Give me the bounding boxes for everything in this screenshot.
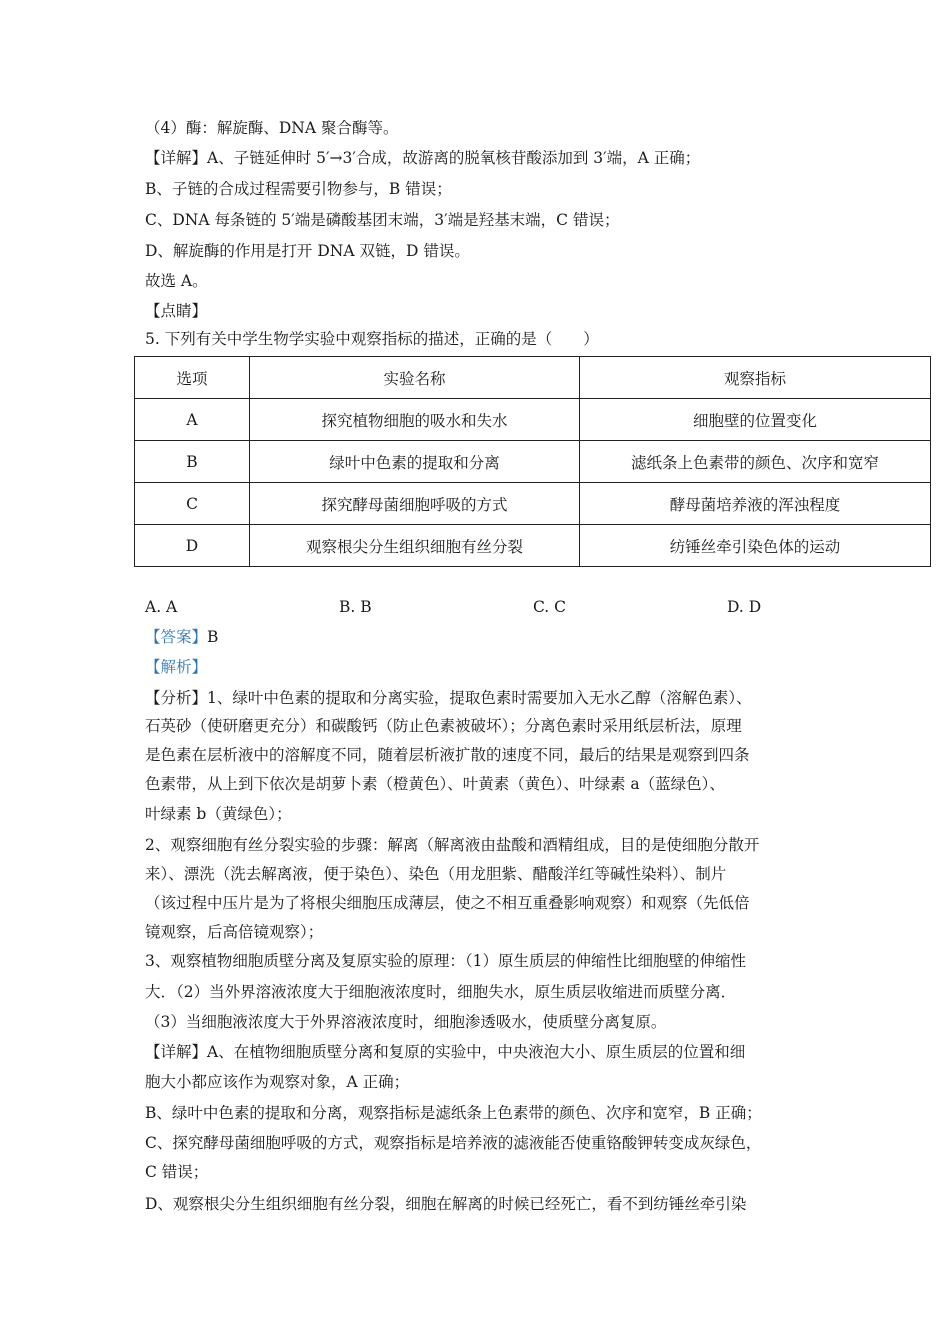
- table-cell: 细胞壁的位置变化: [580, 399, 931, 441]
- text-line: （该过程中压片是为了将根尖细胞压成薄层，使之不相互重叠影响观察）和观察（先低倍: [145, 894, 750, 912]
- table-header-cell: 实验名称: [250, 357, 580, 399]
- text-line: 镜观察，后高倍镜观察）；: [145, 923, 324, 941]
- table-header-cell: 观察指标: [580, 357, 931, 399]
- text-line: C、探究酵母菌细胞呼吸的方式，观察指标是培养液的滤液能否使重铬酸钾转变成灰绿色，: [145, 1134, 762, 1152]
- table-row: [135, 483, 931, 525]
- table-cell: B: [135, 441, 250, 483]
- text-line: 是色素在层析液中的溶解度不同，随着层析液扩散的速度不同，最后的结果是观察到四条: [145, 746, 750, 764]
- table-cell: C: [135, 483, 250, 525]
- table-header-row: [135, 357, 931, 399]
- text-line: 色素带，从上到下依次是胡萝卜素（橙黄色）、叶黄素（黄色）、叶绿素 a（蓝绿色）、: [145, 775, 725, 793]
- option-a: A. A: [145, 598, 178, 616]
- table-cell: 观察根尖分生组织细胞有丝分裂: [250, 525, 580, 567]
- text-line: 石英砂（使研磨更充分）和碳酸钙（防止色素被破坏）；分离色素时采用纸层析法，原理: [145, 717, 742, 735]
- text-line: 叶绿素 b（黄绿色）；: [145, 805, 292, 823]
- table-row: [135, 525, 931, 567]
- experiment-table: [134, 356, 931, 567]
- text-line: C、DNA 每条链的 5′端是磷酸基团末端，3′端是羟基末端，C 错误；: [145, 211, 620, 229]
- table-cell: 绿叶中色素的提取和分离: [250, 441, 580, 483]
- table-row: [135, 399, 931, 441]
- table-header-cell: 选项: [135, 357, 250, 399]
- table-cell: 探究酵母菌细胞呼吸的方式: [250, 483, 580, 525]
- question-text: 5. 下列有关中学生物学实验中观察指标的描述，正确的是（ ）: [145, 330, 599, 348]
- text-line: B、绿叶中色素的提取和分离，观察指标是滤纸条上色素带的颜色、次序和宽窄，B 正确；: [145, 1104, 762, 1122]
- text-line: （3）当细胞液浓度大于外界溶液浓度时，细胞渗透吸水，使质壁分离复原。: [145, 1013, 667, 1031]
- text-line: 【分析】1、绿叶中色素的提取和分离实验，提取色素时需要加入无水乙醇（溶解色素）、: [145, 689, 752, 707]
- table-cell: D: [135, 525, 250, 567]
- text-line: 【点睛】: [145, 302, 208, 320]
- text-line: 胞大小都应该作为观察对象，A 正确；: [145, 1073, 410, 1091]
- text-line: B、子链的合成过程需要引物参与，B 错误；: [145, 180, 452, 198]
- answer-label: 【答案】: [145, 628, 208, 646]
- answer-value: B: [207, 628, 219, 646]
- table-cell: A: [135, 399, 250, 441]
- text-line: 大．（2）当外界溶液浓度大于细胞液浓度时，细胞失水，原生质层收缩进而质壁分离．: [145, 983, 737, 1001]
- table-cell: 滤纸条上色素带的颜色、次序和宽窄: [580, 441, 931, 483]
- table-row: [135, 441, 931, 483]
- analysis-label: 【解析】: [145, 658, 208, 676]
- option-d: D. D: [727, 598, 762, 616]
- text-line: 【详解】A、子链延伸时 5′→3′合成，故游离的脱氧核苷酸添加到 3′端，A 正确；: [145, 149, 701, 167]
- text-line: D、解旋酶的作用是打开 DNA 双链，D 错误。: [145, 242, 470, 260]
- text-line: C 错误；: [145, 1163, 209, 1181]
- table-cell: 酵母菌培养液的浑浊程度: [580, 483, 931, 525]
- text-line: 【详解】A、在植物细胞质壁分离和复原的实验中，中央液泡大小、原生质层的位置和细: [145, 1043, 746, 1061]
- text-line: 3、观察植物细胞质壁分离及复原实验的原理：（1）原生质层的伸缩性比细胞壁的伸缩性: [145, 952, 746, 970]
- text-line: 2、观察细胞有丝分裂实验的步骤：解离（解离液由盐酸和酒精组成，目的是使细胞分散开: [145, 836, 760, 854]
- option-c: C. C: [533, 598, 567, 616]
- text-line: 来）、漂洗（洗去解离液，便于染色）、染色（用龙胆紫、醋酸洋红等碱性染料）、制片: [145, 865, 727, 883]
- answer-line: [145, 627, 218, 647]
- option-b: B. B: [339, 598, 372, 616]
- text-line: D、观察根尖分生组织细胞有丝分裂，细胞在解离的时候已经死亡，看不到纺锤丝牵引染: [145, 1195, 747, 1213]
- table-cell: 纺锤丝牵引染色体的运动: [580, 525, 931, 567]
- text-line: 故选 A。: [145, 272, 208, 290]
- table-cell: 探究植物细胞的吸水和失水: [250, 399, 580, 441]
- text-line: （4）酶：解旋酶、DNA 聚合酶等。: [145, 119, 399, 137]
